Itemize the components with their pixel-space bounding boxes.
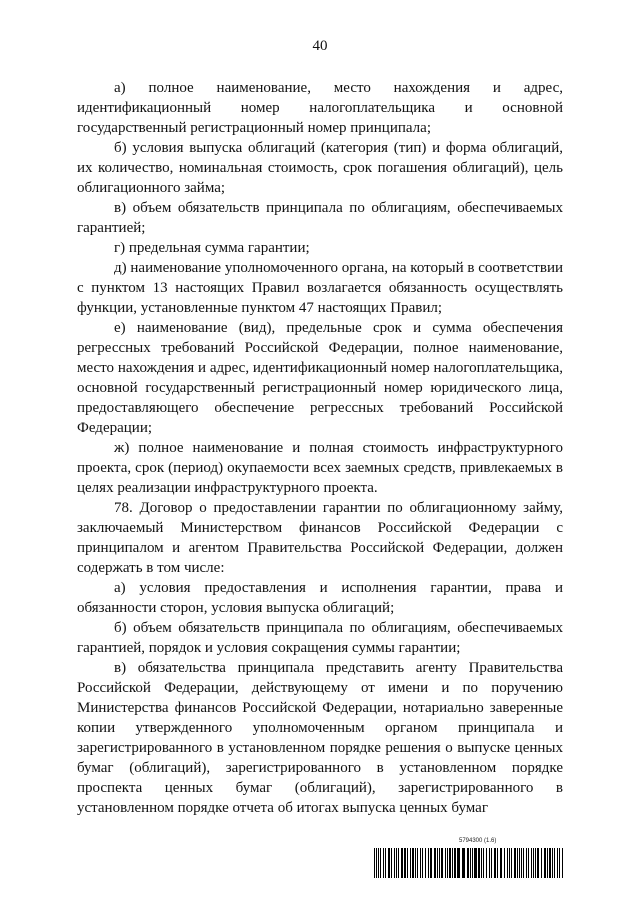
paragraph-78-guarantee-agreement: 78. Договор о предоставлении гарантии по облигационному займу, заключаемый Министерством финансов Российской Федерации с принципалом и агентом Правительства Российской Федерации, должен содержать в том числе: <box>77 500 563 576</box>
paragraph-78a-conditions: а) условия предоставления и исполнения гарантии, права и обязанности сторон, условия выпуска облигаций; <box>77 580 563 616</box>
paragraph-e-regress-security: е) наименование (вид), предельные срок и сумма обеспечения регрессных требований Российской Федерации, полное наименование, место нахождения и адрес, идентификационный номер налогоплательщика, основной государственный регистрационный номер юридического лица, предоставляющего обеспечение регрессных требований Российской Федерации; <box>77 320 563 436</box>
paragraph-a-principal-name: а) полное наименование, место нахождения и адрес, идентификационный номер налогоплательщика и основной государственный регистрационный номер принципала; <box>77 80 563 136</box>
paragraph-v-obligations-volume: в) объем обязательств принципала по облигациям, обеспечиваемых гарантией; <box>77 200 563 236</box>
paragraph-78b-obligations-volume: б) объем обязательств принципала по облигациям, обеспечиваемых гарантией, порядок и условия сокращения суммы гарантии; <box>77 620 563 656</box>
document-body <box>77 78 563 818</box>
page-number: 40 <box>312 38 328 54</box>
document-stamp: 5794300 (1.6) <box>459 838 497 844</box>
paragraph-zh-infrastructure-project: ж) полное наименование и полная стоимость инфраструктурного проекта, срок (период) окупаемости всех заемных средств, привлекаемых в целях реализации инфраструктурного проекта. <box>77 440 563 496</box>
paragraph-b-bond-terms: б) условия выпуска облигаций (категория (тип) и форма облигаций, их количество, номинальная стоимость, срок погашения облигаций), цель облигационного займа; <box>77 140 563 196</box>
barcode-icon <box>374 848 564 878</box>
paragraph-d-authorized-body: д) наименование уполномоченного органа, на который в соответствии с пунктом 13 настоящих Правил возлагается обязанность осуществлять функции, установленные пунктом 47 настоящих Правил; <box>77 260 563 316</box>
paragraph-78v-principal-duties: в) обязательства принципала представить агенту Правительства Российской Федерации, действующему от имени и по поручению Министерства финансов Российской Федерации, нотариально заверенные копии утвержденного уполномоченным органом принципала и зарегистрированного в установленном порядке решения о выпуске ценных бумаг (облигаций), зарегистрированного в установленном порядке проспекта ценных бумаг (облигаций), зарегистрированного в установленном порядке отчета об итогах выпуска ценных бумаг <box>77 660 563 816</box>
paragraph-g-guarantee-limit: г) предельная сумма гарантии; <box>114 240 310 256</box>
